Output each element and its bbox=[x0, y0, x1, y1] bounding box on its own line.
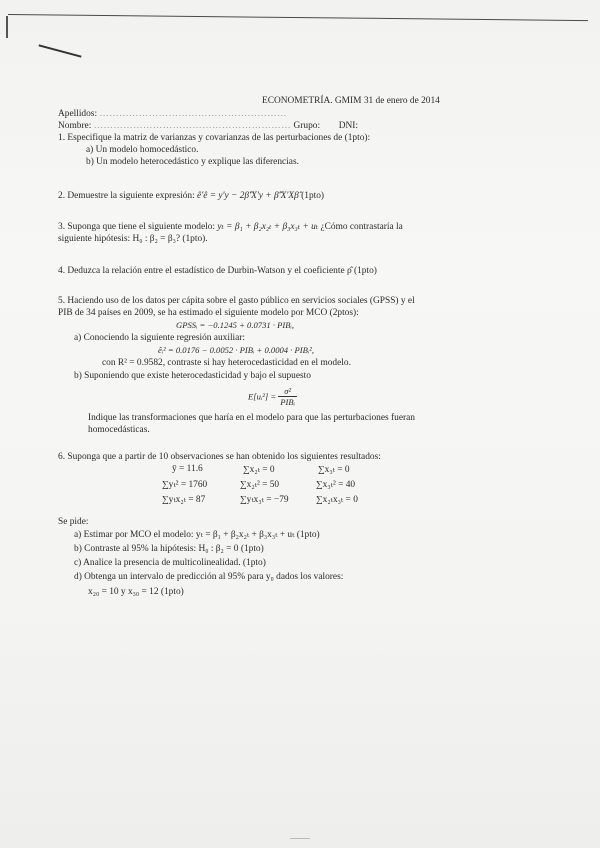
q1-b: b) Un modelo heterocedástico y explique las diferencias. bbox=[86, 157, 299, 167]
q6-row1-c2: ∑x₂ₜ = 0 bbox=[243, 465, 275, 475]
q5-b-text1: Indique las transformaciones que haría en el modelo para que las perturbaciones fueran bbox=[88, 413, 415, 423]
q5-var-lhs: E[uᵢ²] = bbox=[248, 391, 277, 402]
q2-line bbox=[58, 190, 324, 202]
grupo-label: Grupo: bbox=[293, 121, 321, 131]
q5-a: a) Conociendo la siguiente regresión auxiliar: bbox=[74, 333, 246, 343]
q5-line1: 5. Haciendo uso de los datos per cápita sobre el gasto público en servicios sociales (GPSS) y el bbox=[58, 296, 415, 306]
q6-text: 6. Suponga que a partir de 10 observaciones se han obtenido los siguientes resultados: bbox=[58, 452, 381, 462]
q5-b-text2: homocedásticas. bbox=[88, 425, 150, 435]
q2-text: 2. Demuestre la siguiente expresión: bbox=[58, 191, 195, 201]
q6-d: d) Obtenga un intervalo de predicción al 95% para y₀ dados los valores: bbox=[74, 572, 344, 582]
q6-se-pide: Se pide: bbox=[58, 517, 89, 527]
q5-aux-regression: êᵢ² = 0.0176 − 0.0052 · PIBᵢ + 0.0004 · PIBᵢ², bbox=[158, 345, 314, 355]
q6-row2-c3: ∑x₃ₜ² = 40 bbox=[316, 480, 356, 490]
q3-text: 3. Suponga que tiene el siguiente modelo: bbox=[58, 222, 215, 232]
q6-a: a) Estimar por MCO el modelo: yₜ = β₁ + β₂x₂ₜ + β₃x₃ₜ + uₜ (1pto) bbox=[74, 530, 320, 540]
q5-var-fraction bbox=[278, 386, 297, 407]
q6-row3-c1: ∑yₜx₂ₜ = 87 bbox=[162, 495, 206, 505]
q4-text: 4. Deduzca la relación entre el estadístico de Durbin-Watson y el coeficiente ρ̂ (1pto) bbox=[58, 266, 377, 276]
nombre-label: Nombre: bbox=[58, 121, 92, 131]
nombre-line bbox=[58, 120, 358, 132]
q6-row2-c2: ∑x₂ₜ² = 50 bbox=[240, 480, 280, 490]
q6-row1-c3: ∑x₃ₜ = 0 bbox=[318, 465, 350, 475]
page-edge-mark bbox=[6, 16, 8, 38]
q3-question: ¿Cómo contrastaría la bbox=[320, 222, 403, 232]
q6-row1-c1: ȳ = 11.6 bbox=[172, 464, 203, 474]
q5-r2-text: con R² = 0.9582, contraste si hay heterocedasticidad en el modelo. bbox=[102, 358, 351, 368]
q1-text: 1. Especifique la matriz de varianzas y covarianzas de las perturbaciones de (1pto): bbox=[58, 133, 371, 143]
dni-label: DNI: bbox=[338, 121, 359, 131]
q6-row3-c3: ∑x₂ₜx₃ₜ = 0 bbox=[316, 495, 358, 505]
q5-b: b) Suponiendo que existe heterocedasticidad y bajo el supuesto bbox=[74, 371, 311, 381]
q6-b: b) Contraste al 95% la hipótesis: H₀ : β₂ = 0 (1pto) bbox=[74, 544, 264, 554]
q5-model: GPSSᵢ = −0.1245 + 0.0731 · PIBᵢ, bbox=[176, 320, 294, 330]
q3-formula: yₜ = β₁ + β₂x₂ₜ + β₃x₃ₜ + uₜ bbox=[217, 222, 319, 232]
page-edge-line bbox=[8, 14, 588, 21]
pen-stroke bbox=[38, 44, 81, 57]
exam-title: ECONOMETRÍA. GMIM 31 de enero de 2014 bbox=[262, 96, 440, 106]
q6-row3-c2: ∑yₜx₃ₜ = −79 bbox=[240, 495, 289, 505]
apellidos-line bbox=[58, 108, 287, 120]
nombre-fill-dots: …………………………………………………… bbox=[93, 121, 292, 131]
q5-var-den: PIBᵢ bbox=[280, 397, 296, 407]
q3-line1 bbox=[58, 221, 403, 233]
q5-var-num: σ² bbox=[278, 386, 297, 397]
page-bottom-mark bbox=[290, 838, 310, 839]
q5-line2: PIB de 34 países en 2009, se ha estimado el siguiente modelo por MCO (2ptos): bbox=[58, 308, 359, 318]
q2-points: (1pto) bbox=[301, 191, 325, 201]
q3-line2: siguiente hipótesis: H₀ : β₂ = β₃? (1pto). bbox=[58, 234, 208, 244]
apellidos-label: Apellidos: bbox=[58, 109, 98, 119]
q1-a: a) Un modelo homocedástico. bbox=[86, 145, 199, 155]
q6-values: x₂₀ = 10 y x₃₀ = 12 (1pto) bbox=[88, 587, 184, 597]
q6-c: c) Analice la presencia de multicolinealidad. (1pto) bbox=[74, 558, 266, 568]
q2-formula: ê'ê = y'y − 2β̂'X'y + β̂'X'Xβ̂ bbox=[197, 191, 299, 201]
q5-variance-assumption bbox=[248, 386, 297, 407]
apellidos-fill-dots: ………………………………………………… bbox=[99, 109, 288, 119]
q6-row2-c1: ∑yₜ² = 1760 bbox=[162, 480, 208, 490]
